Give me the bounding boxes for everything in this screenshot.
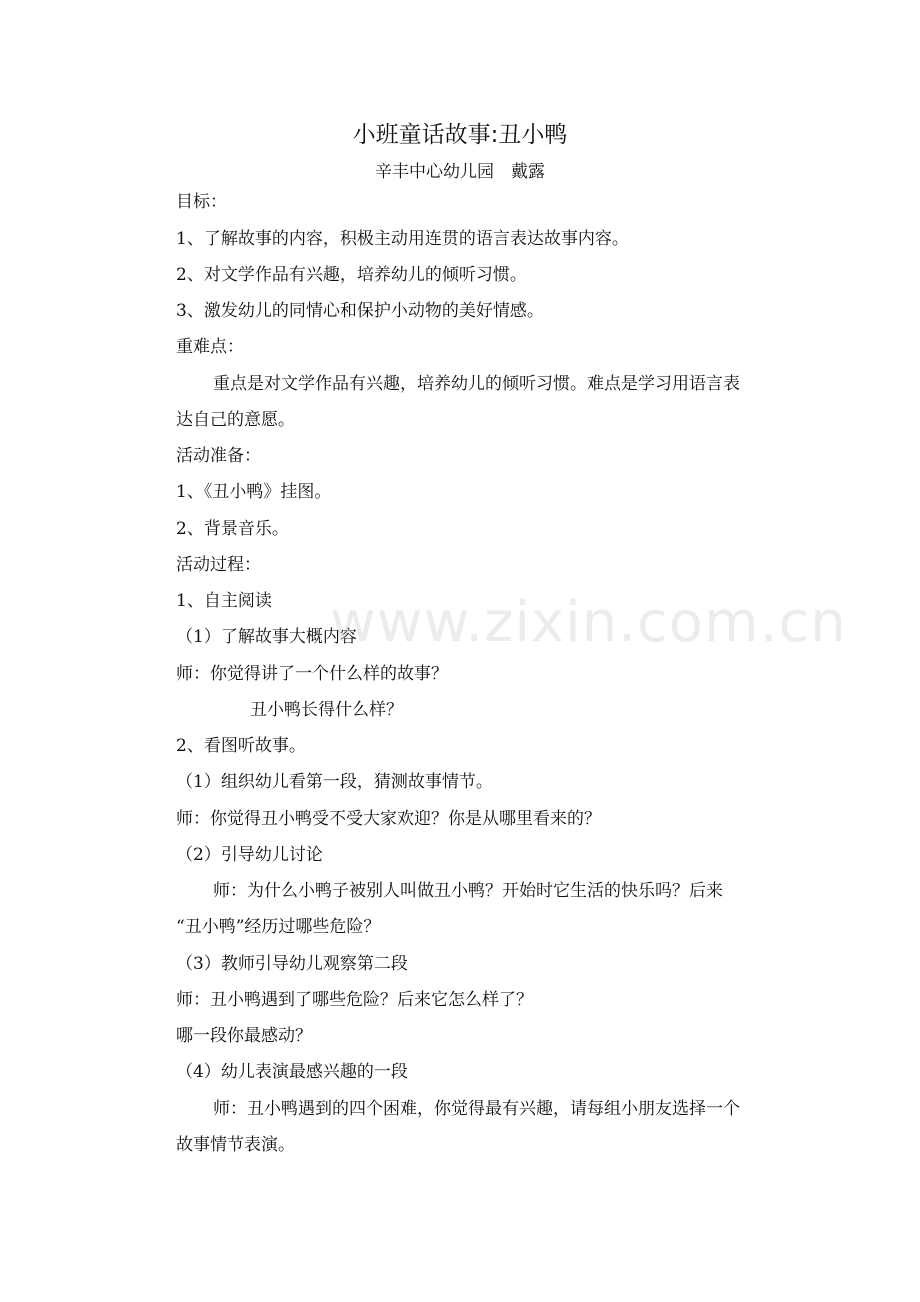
teacher-question: 师：丑小鸭遇到了哪些危险？后来它怎么样了？: [176, 990, 533, 1010]
heading-key-points: 重难点：: [176, 337, 244, 357]
teacher-question: 师：为什么小鸭子被别人叫做丑小鸭？开始时它生活的快乐吗？后来: [213, 881, 723, 901]
heading-goals: 目标：: [176, 192, 227, 212]
teacher-question: 师：你觉得丑小鸭受不受大家欢迎？你是从哪里看来的？: [176, 809, 601, 829]
heading-process: 活动过程：: [176, 555, 261, 575]
teacher-instruction-cont: 故事情节表演。: [176, 1135, 295, 1155]
goal-item-2: 2、对文学作品有兴趣，培养幼儿的倾听习惯。: [176, 265, 527, 285]
key-points-text-cont: 达自己的意愿。: [176, 410, 295, 430]
process-substep: （1）组织幼儿看第一段，猜测故事情节。: [176, 772, 493, 792]
process-step-1: 1、自主阅读: [176, 591, 272, 611]
teacher-question: 师：你觉得讲了一个什么样的故事？: [176, 664, 448, 684]
preparation-item-2: 2、背景音乐。: [176, 519, 289, 539]
process-substep: （3）教师引导幼儿观察第二段: [176, 954, 408, 974]
teacher-question-cont: “丑小鸭”经历过哪些危险？: [176, 917, 381, 937]
watermark: www.zixin.com.cn: [330, 590, 847, 655]
process-substep: （2）引导幼儿讨论: [176, 845, 323, 865]
preparation-item-1: 1、《丑小鸭》挂图。: [176, 482, 332, 502]
document-title: 小班童话故事:丑小鸭: [352, 122, 568, 148]
process-step-2: 2、看图听故事。: [176, 736, 306, 756]
goal-item-1: 1、了解故事的内容，积极主动用连贯的语言表达故事内容。: [176, 229, 629, 249]
teacher-question: 丑小鸭长得什么样？: [250, 700, 403, 720]
teacher-instruction: 师：丑小鸭遇到的四个困难，你觉得最有兴趣，请每组小朋友选择一个: [213, 1099, 740, 1119]
key-points-text: 重点是对文学作品有兴趣，培养幼儿的倾听习惯。难点是学习用语言表: [213, 374, 740, 394]
process-substep: （4）幼儿表演最感兴趣的一段: [176, 1062, 408, 1082]
teacher-question: 哪一段你最感动？: [176, 1026, 312, 1046]
goal-item-3: 3、激发幼儿的同情心和保护小动物的美好情感。: [176, 301, 544, 321]
heading-preparation: 活动准备：: [176, 446, 261, 466]
document-subtitle: 辛丰中心幼儿园 戴露: [375, 162, 545, 182]
process-substep: （1）了解故事大概内容: [176, 627, 357, 647]
